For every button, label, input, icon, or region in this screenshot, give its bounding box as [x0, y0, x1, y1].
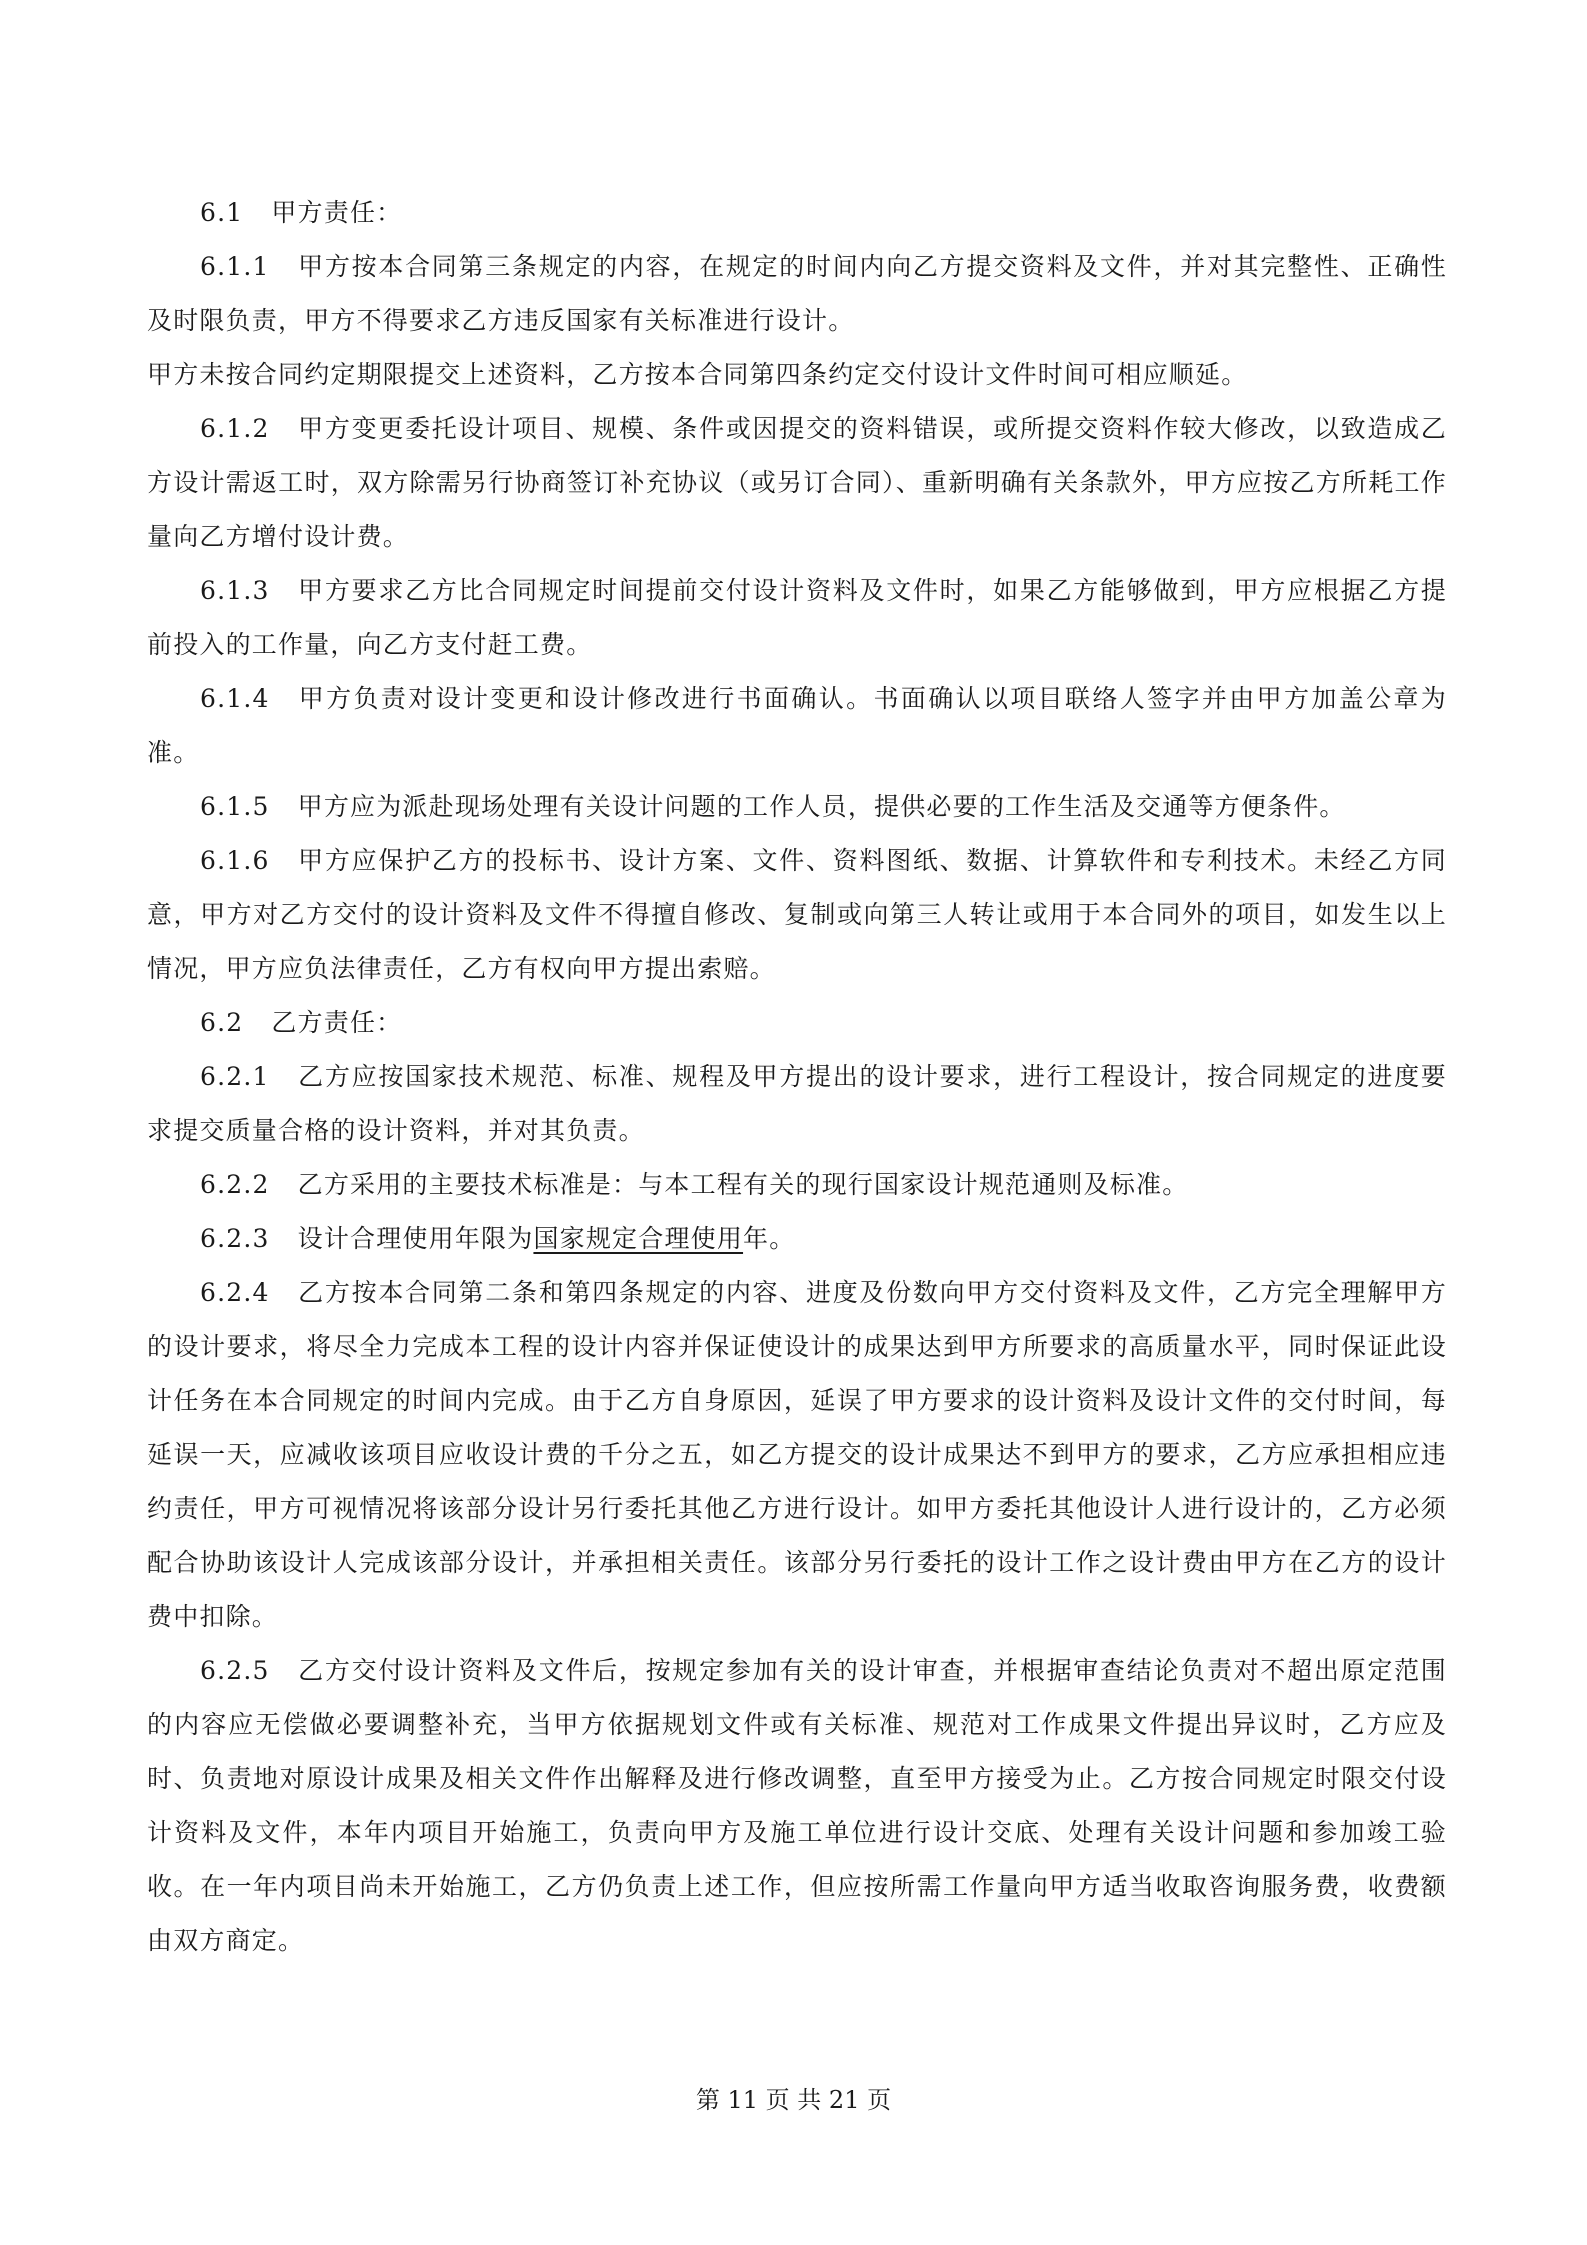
section-heading-6-1: 6.1 甲方责任： [200, 198, 403, 227]
clause-6-2-3: 6.2.3 设计合理使用年限为国家规定合理使用年。 [200, 1224, 796, 1253]
clause-6-1-5: 6.1.5 甲方应为派赴现场处理有关设计问题的工作人员，提供必要的工作生活及交通等方便条件。 [200, 792, 1346, 821]
section-heading-6-2: 6.2 乙方责任： [200, 1008, 403, 1037]
clause-6-1-1: 6.1.1 甲方按本合同第三条规定的内容，在规定的时间内向乙方提交资料及文件，并对其完整性、正确性及时限负责，甲方不得要求乙方违反国家有关标准进行设计。 [147, 252, 1447, 335]
service-life-field: 国家规定合理使用 [533, 1224, 744, 1253]
clause-6-1-3: 6.1.3 甲方要求乙方比合同规定时间提前交付设计资料及文件时，如果乙方能够做到，甲方应根据乙方提前投入的工作量，向乙方支付赶工费。 [147, 576, 1447, 659]
clause-6-1-1-continuation: 甲方未按合同约定期限提交上述资料，乙方按本合同第四条约定交付设计文件时间可相应顺延。 [147, 360, 1248, 389]
clause-6-1-6: 6.1.6 甲方应保护乙方的投标书、设计方案、文件、资料图纸、数据、计算软件和专利技术。未经乙方同意，甲方对乙方交付的设计资料及文件不得擅自修改、复制或向第三人转让或用于本合同外的项目，如发生以上情况，甲方应负法律责任，乙方有权向甲方提出索赔。 [147, 846, 1447, 983]
clause-6-2-5: 6.2.5 乙方交付设计资料及文件后，按规定参加有关的设计审查，并根据审查结论负责对不超出原定范围的内容应无偿做必要调整补充，当甲方依据规划文件或有关标准、规范对工作成果文件提出异议时，乙方应及时、负责地对原设计成果及相关文件作出解释及进行修改调整，直至甲方接受为止。乙方按合同规定时限交付设计资料及文件，本年内项目开始施工，负责向甲方及施工单位进行设计交底、处理有关设计问题和参加竣工验收。在一年内项目尚未开始施工，乙方仍负责上述工作，但应按所需工作量向甲方适当收取咨询服务费，收费额由双方商定。 [147, 1656, 1447, 1955]
clause-6-1-2: 6.1.2 甲方变更委托设计项目、规模、条件或因提交的资料错误，或所提交资料作较大修改，以致造成乙方设计需返工时，双方除需另行协商签订补充协议（或另订合同）、重新明确有关条款外，甲方应按乙方所耗工作量向乙方增付设计费。 [147, 414, 1447, 551]
clause-6-2-1: 6.2.1 乙方应按国家技术规范、标准、规程及甲方提出的设计要求，进行工程设计，按合同规定的进度要求提交质量合格的设计资料，并对其负责。 [147, 1062, 1447, 1145]
document-body [147, 186, 1447, 1968]
clause-6-2-2: 6.2.2 乙方采用的主要技术标准是：与本工程有关的现行国家设计规范通则及标准。 [200, 1170, 1189, 1199]
clause-6-1-4: 6.1.4 甲方负责对设计变更和设计修改进行书面确认。书面确认以项目联络人签字并由甲方加盖公章为准。 [147, 684, 1447, 767]
page-number: 第 11 页 共 21 页 [695, 2086, 892, 2114]
page-footer [0, 2084, 1587, 2116]
clause-6-2-4: 6.2.4 乙方按本合同第二条和第四条规定的内容、进度及份数向甲方交付资料及文件，乙方完全理解甲方的设计要求，将尽全力完成本工程的设计内容并保证使设计的成果达到甲方所要求的高质量水平，同时保证此设计任务在本合同规定的时间内完成。由于乙方自身原因，延误了甲方要求的设计资料及设计文件的交付时间，每延误一天，应减收该项目应收设计费的千分之五，如乙方提交的设计成果达不到甲方的要求，乙方应承担相应违约责任，甲方可视情况将该部分设计另行委托其他乙方进行设计。如甲方委托其他设计人进行设计的，乙方必须配合协助该设计人完成该部分设计，并承担相关责任。该部分另行委托的设计工作之设计费由甲方在乙方的设计费中扣除。 [147, 1278, 1447, 1631]
